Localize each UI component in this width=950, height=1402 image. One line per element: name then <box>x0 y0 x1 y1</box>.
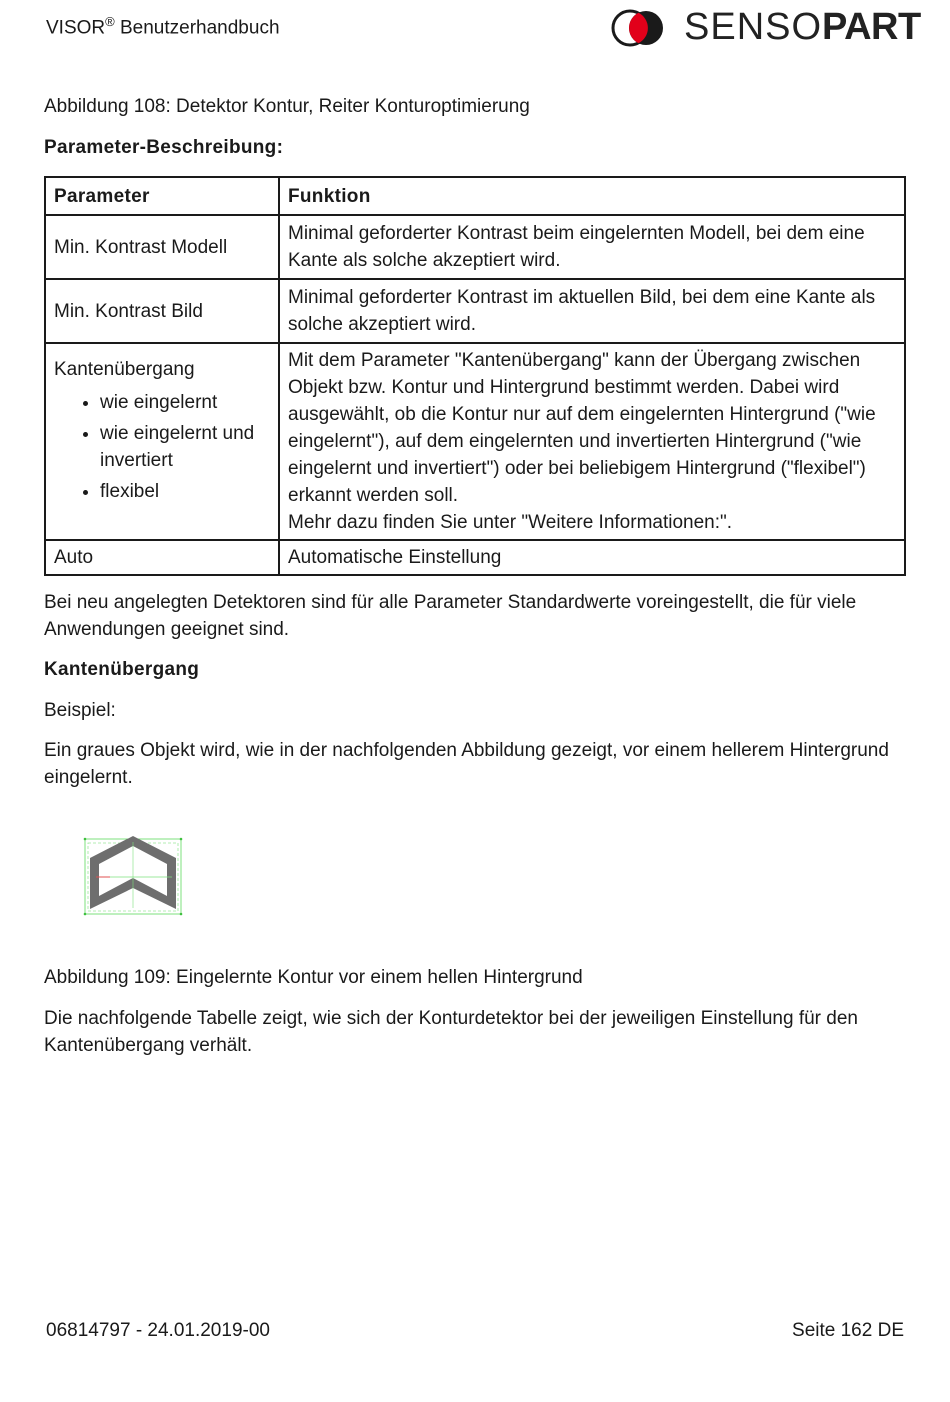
func-cell: Automatische Einstellung <box>279 540 905 575</box>
defaults-paragraph: Bei neu angelegten Detektoren sind für alle Parameter Standardwerte voreingestellt, die für viele Anwendungen geeignet sind. <box>44 592 857 640</box>
header-title-main: VISOR <box>46 17 106 39</box>
table-row <box>45 215 905 279</box>
sensopart-logo <box>610 6 921 50</box>
func-cell: Minimal geforderter Kontrast im aktuellen Bild, bei dem eine Kante als solche akzeptiert wird. <box>279 279 905 343</box>
logo-word-senso: SENSO <box>684 6 823 48</box>
option-item: • wie eingelernt und invertiert <box>100 420 270 474</box>
column-header-parameter: Parameter <box>45 177 279 215</box>
contour-figure <box>82 834 186 918</box>
param-label: Kantenübergang <box>54 359 195 380</box>
header-title <box>46 14 280 39</box>
table-header-row <box>45 177 905 215</box>
registered-mark: ® <box>105 14 115 29</box>
header-title-rest: Benutzerhandbuch <box>114 17 280 39</box>
footer-page-number: Seite 162 DE <box>792 1320 904 1341</box>
table-row <box>45 343 905 540</box>
table-row <box>45 540 905 575</box>
parameter-table <box>44 176 906 576</box>
footer-doc-number: 06814797 - 24.01.2019-00 <box>46 1320 270 1341</box>
example-label: Beispiel: <box>44 700 116 721</box>
option-list <box>54 389 270 505</box>
param-cell-kantenuebergang <box>45 343 279 540</box>
option-item: • wie eingelernt <box>100 389 270 416</box>
logo-word-part: PART <box>822 6 921 48</box>
param-cell: Min. Kontrast Bild <box>45 279 279 343</box>
func-text: Mit dem Parameter "Kantenübergang" kann der Übergang zwischen Objekt bzw. Kontur und Hintergrund bestimmt werden. Dabei wird ausgewählt, ob die Kontur nur auf dem eingelernten Hintergrund ("wie eingelernt"), auf dem eingelernten und invertierten Hintergrund ("wie eingelernt und invertiert") oder bei beliebigem Hintergrund ("flexibel") erkannt werden soll. <box>288 350 876 506</box>
section-heading-kantenuebergang: Kantenübergang <box>44 659 200 680</box>
table-row <box>45 279 905 343</box>
column-header-funktion: Funktion <box>279 177 905 215</box>
param-cell: Auto <box>45 540 279 575</box>
func-more-info: Mehr dazu finden Sie unter "Weitere Informationen:". <box>288 512 733 533</box>
figure-caption-108: Abbildung 108: Detektor Kontur, Reiter Konturoptimierung <box>44 96 530 117</box>
table-intro-paragraph: Die nachfolgende Tabelle zeigt, wie sich der Konturdetektor bei der jeweiligen Einstellung für den Kantenübergang verhält. <box>44 1008 858 1056</box>
logo-mark-icon <box>610 8 670 48</box>
contour-image <box>82 834 186 918</box>
option-item: • flexibel <box>100 478 270 505</box>
parameter-heading: Parameter-Beschreibung: <box>44 137 284 158</box>
func-cell <box>279 343 905 540</box>
figure-caption-109: Abbildung 109: Eingelernte Kontur vor einem hellen Hintergrund <box>44 967 583 988</box>
func-cell: Minimal geforderter Kontrast beim eingelernten Modell, bei dem eine Kante als solche akzeptiert wird. <box>279 215 905 279</box>
param-cell: Min. Kontrast Modell <box>45 215 279 279</box>
example-paragraph: Ein graues Objekt wird, wie in der nachfolgenden Abbildung gezeigt, vor einem hellerem Hintergrund eingelernt. <box>44 740 889 788</box>
